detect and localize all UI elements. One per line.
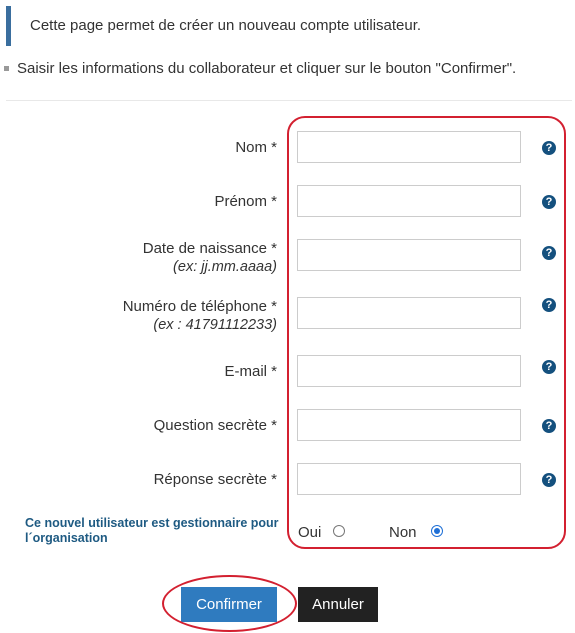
radio-label-oui: Oui [298, 524, 322, 541]
help-icon[interactable]: ? [542, 473, 556, 487]
date-naissance-input[interactable] [297, 239, 521, 271]
help-icon[interactable]: ? [542, 246, 556, 260]
label-nom: Nom * [235, 139, 277, 156]
label-reponse-secrete: Réponse secrète * [153, 471, 277, 488]
info-text: Cette page permet de créer un nouveau compte utilisateur. [30, 17, 422, 34]
label-prenom: Prénom * [214, 193, 277, 210]
prenom-input[interactable] [297, 185, 521, 217]
confirm-button[interactable]: Confirmer [181, 587, 277, 622]
info-box [6, 6, 566, 46]
cancel-button[interactable]: Annuler [298, 587, 378, 622]
label-telephone: Numéro de téléphone * (ex : 41791112233) [122, 298, 277, 333]
instruction [4, 60, 516, 77]
instruction-text: Saisir les informations du collaborateur et cliquer sur le bouton "Confirmer". [17, 60, 517, 77]
divider [6, 100, 572, 101]
help-icon[interactable]: ? [542, 298, 556, 312]
help-icon[interactable]: ? [542, 419, 556, 433]
radio-non[interactable] [431, 525, 443, 537]
manager-question-label: Ce nouvel utilisateur est gestionnaire pour l´organisation [25, 516, 279, 545]
help-icon[interactable]: ? [542, 141, 556, 155]
date-format-hint: (ex: jj.mm.aaaa) [173, 259, 277, 275]
label-date-naissance: Date de naissance * (ex: jj.mm.aaaa) [142, 240, 277, 275]
reponse-secrete-input[interactable] [297, 463, 521, 495]
telephone-input[interactable] [297, 297, 521, 329]
email-input[interactable] [297, 355, 521, 387]
radio-label-non: Non [389, 524, 417, 541]
help-icon[interactable]: ? [542, 360, 556, 374]
phone-format-hint: (ex : 41791112233) [153, 317, 277, 333]
label-email: E-mail * [224, 363, 277, 380]
label-question-secrete: Question secrète * [153, 417, 277, 434]
nom-input[interactable] [297, 131, 521, 163]
question-secrete-input[interactable] [297, 409, 521, 441]
bullet-icon [4, 66, 9, 71]
help-icon[interactable]: ? [542, 195, 556, 209]
info-bar [6, 6, 11, 46]
radio-oui[interactable] [333, 525, 345, 537]
